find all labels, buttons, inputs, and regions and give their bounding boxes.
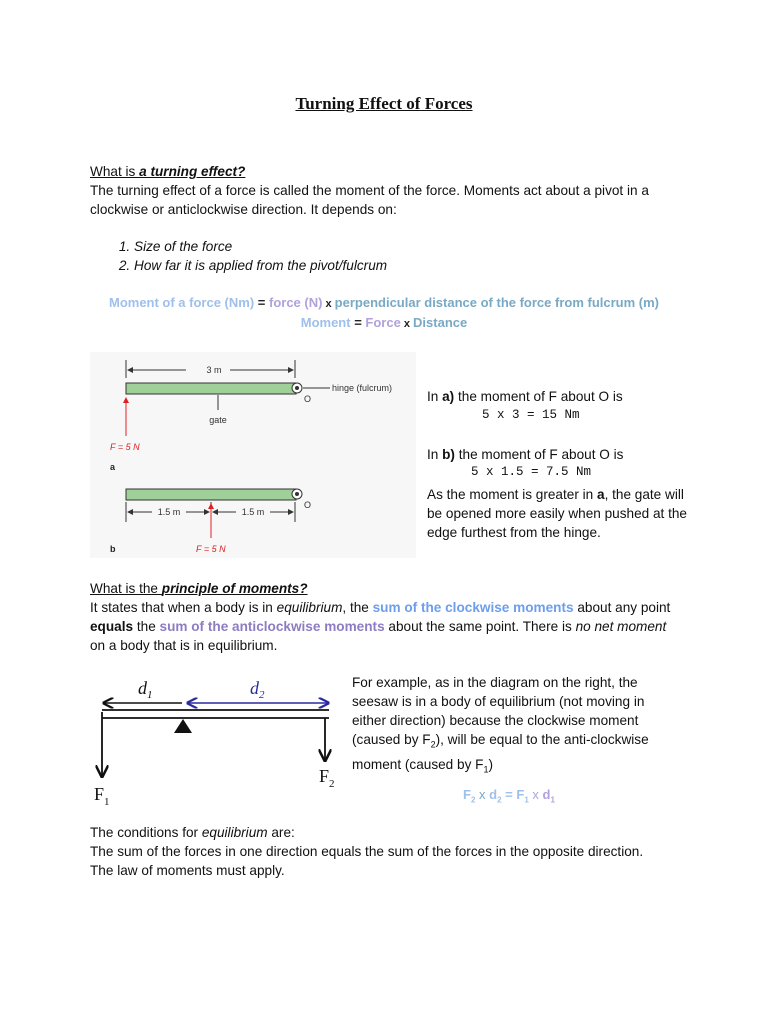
gate-diagram xyxy=(90,352,416,558)
text-fragment: on a body that is in equilibrium. xyxy=(90,638,278,653)
gate-b-left-length: 1.5 m xyxy=(157,507,181,517)
formula-times: x xyxy=(528,787,543,802)
formula-equals: = xyxy=(501,787,517,802)
formula-force: Force xyxy=(365,315,401,330)
text-fragment: For example, as in the diagram on the right, the seesaw is in a body of equilibrium (not moving in either direction) because the clockwise moment (caused by F xyxy=(352,675,645,747)
condition-line-1: The sum of the forces in one direction equals the sum of the forces in the opposite direction. xyxy=(90,844,644,859)
gate-b-calculation: 5 x 1.5 = 7.5 Nm xyxy=(471,465,592,479)
gate-label: gate xyxy=(209,415,227,425)
seesaw-explanation xyxy=(352,673,664,779)
text-fragment: about the same point. There is xyxy=(384,619,576,634)
gate-b-right-length: 1.5 m xyxy=(241,507,265,517)
text-italic: equilibrium xyxy=(201,825,268,840)
text-fragment: ), will be equal to the anti-clockwise moment (caused by F xyxy=(352,732,649,772)
gate-a-explanation xyxy=(427,387,687,406)
formula-d2: d xyxy=(489,787,498,802)
equilibrium-formula xyxy=(463,787,555,805)
text-fragment: ) xyxy=(488,756,494,772)
text-fragment: about any point xyxy=(573,600,671,615)
heading-prefix: What is the xyxy=(90,581,162,596)
formula-f1: F xyxy=(516,787,525,802)
f2-label: $F_2$ xyxy=(319,766,335,790)
heading-emphasis: a turning effect? xyxy=(139,164,246,179)
text-fragment: , the xyxy=(342,600,373,615)
text-bold: a) xyxy=(442,389,455,404)
formula-f2: F xyxy=(463,787,471,802)
list-item: 2. How far it is applied from the pivot/fulcrum xyxy=(134,256,680,275)
gate-conclusion xyxy=(427,485,689,542)
force-a-label: F = 5 N xyxy=(110,442,140,452)
text-bold: equals xyxy=(90,619,134,634)
diagram-a-label: a xyxy=(110,462,116,472)
formula-force: force (N) xyxy=(268,295,323,310)
text-subscript: 1 xyxy=(483,764,489,775)
gate-diagram-svg xyxy=(90,352,416,558)
formula-times: x xyxy=(322,298,335,310)
text-fragment: The conditions for xyxy=(90,825,202,840)
formula-moment: Moment xyxy=(300,315,351,330)
hinge-a-center xyxy=(295,386,299,390)
formula-equals: = xyxy=(350,315,366,330)
text-subscript: 1 xyxy=(524,795,529,805)
text-fragment: the moment of F about O is xyxy=(454,389,623,404)
turning-effect-paragraph: The turning effect of a force is called the moment of the force. Moments act about a pivot in a clockwise or anticlockwise direction. It depends on: xyxy=(90,183,649,217)
text-subscript: 2 xyxy=(497,795,502,805)
gate-a-bar xyxy=(126,383,296,394)
principle-paragraph xyxy=(90,598,680,655)
text-bold: b) xyxy=(442,447,455,462)
gate-b-bar xyxy=(126,489,296,500)
gate-a-calculation: 5 x 3 = 15 Nm xyxy=(482,408,580,422)
hinge-b-center xyxy=(295,492,299,496)
text-subscript: 2 xyxy=(470,795,476,805)
equilibrium-conditions-intro xyxy=(90,823,690,842)
formula-equals: = xyxy=(254,295,269,310)
d2-label: $d_2$ xyxy=(250,678,265,701)
section-heading-principle xyxy=(90,579,308,598)
formula-distance: Distance xyxy=(413,315,468,330)
clockwise-moments-highlight: sum of the clockwise moments xyxy=(372,600,574,615)
seesaw-diagram xyxy=(90,672,340,812)
text-fragment: the moment of F about O is xyxy=(454,447,624,462)
pivot-a-label: O xyxy=(304,394,312,404)
f1-label: $F_1$ xyxy=(94,784,110,808)
text-fragment: are: xyxy=(267,825,295,840)
text-fragment: It states that when a body is in xyxy=(90,600,277,615)
d1-label: $d_1$ xyxy=(138,678,153,701)
condition-line-2: The law of moments must apply. xyxy=(90,863,285,878)
page-title: Turning Effect of Forces xyxy=(295,94,473,113)
heading-emphasis: principle of moments? xyxy=(161,581,308,596)
formula-d1: d xyxy=(542,787,551,802)
fulcrum-icon xyxy=(174,719,192,733)
text-fragment: In xyxy=(427,447,443,462)
gate-b-explanation xyxy=(427,445,687,464)
text-fragment: the xyxy=(133,619,160,634)
anticlockwise-moments-highlight: sum of the anticlockwise moments xyxy=(159,619,385,634)
diagram-b-label: b xyxy=(110,544,116,554)
formula-moment: Moment of a force (Nm) xyxy=(108,295,255,310)
moment-formula-short xyxy=(0,313,768,334)
text-italic: no net moment xyxy=(575,619,667,634)
text-fragment: , the gate will be opened more easily when pushed at the edge furthest from the hinge. xyxy=(427,487,687,540)
text-fragment: In xyxy=(427,389,443,404)
heading-prefix: What is xyxy=(90,164,140,179)
formula-times: x xyxy=(400,318,414,330)
pivot-b-label: O xyxy=(304,500,312,510)
gate-a-length-label: 3 m xyxy=(206,365,222,375)
formula-times: x xyxy=(475,787,490,802)
text-subscript: 1 xyxy=(550,795,555,805)
moment-formula-full xyxy=(0,293,768,314)
formula-distance: perpendicular distance of the force from fulcrum (m) xyxy=(334,295,659,310)
hinge-label: hinge (fulcrum) xyxy=(332,383,393,393)
seesaw-diagram-svg xyxy=(90,672,340,812)
text-bold: a xyxy=(597,487,605,502)
text-fragment: As the moment is greater in xyxy=(427,487,597,502)
text-subscript: 2 xyxy=(430,739,436,750)
factors-list xyxy=(90,237,680,275)
section-heading-turning-effect xyxy=(90,162,245,181)
force-b-label: F = 5 N xyxy=(196,544,226,554)
text-italic: equilibrium xyxy=(276,600,343,615)
list-item: 1. Size of the force xyxy=(134,237,680,256)
